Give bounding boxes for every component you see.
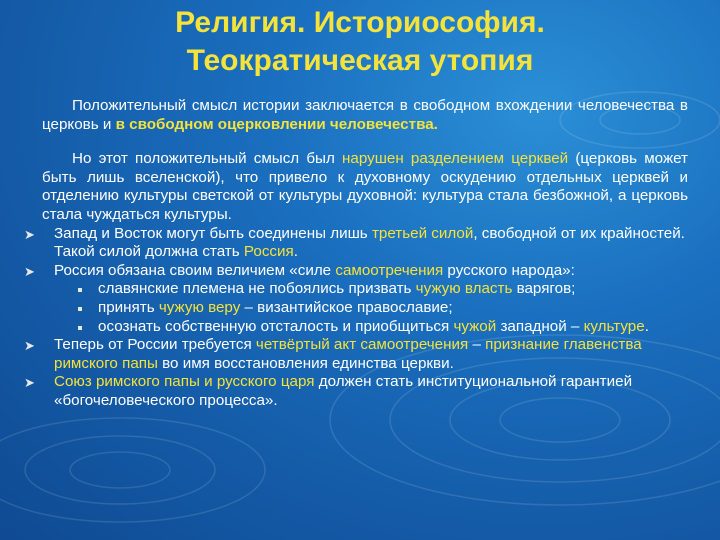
- paragraph-1: [42, 97, 688, 134]
- bullet-3-text-end: во имя восстановления единства церкви.: [157, 354, 454, 372]
- paragraph-2: [42, 150, 688, 224]
- sub-1-text: славянские племена не побоялись призвать: [98, 280, 416, 298]
- sub-3-text-end: .: [644, 317, 649, 335]
- bullet-1-text-end: .: [293, 243, 298, 261]
- title-line-2: Теократическая утопия: [186, 44, 534, 77]
- sub-3-text-mid: западной –: [496, 317, 584, 335]
- bullet-1-text: Запад и Восток могут быть соединены лишь: [54, 224, 372, 242]
- square-bullet-icon: [78, 326, 82, 330]
- bullet-3-highlight-2: признание главенства римского папы: [54, 336, 642, 372]
- bullet-2-text: Россия обязана своим величием «силе: [54, 261, 336, 279]
- bullet-2-highlight: самоотречения: [335, 261, 444, 279]
- bullet-item-2: [24, 261, 688, 336]
- bullet-4-text: должен стать институциональной гарантией «богочеловеческого процесса».: [54, 373, 633, 409]
- arrow-bullet-icon: ➤: [24, 338, 35, 354]
- sub-3-highlight-2: культуре: [583, 317, 645, 335]
- sub-3-highlight: чужой: [453, 317, 497, 335]
- bullet-1-highlight: третьей силой: [371, 224, 474, 242]
- square-bullet-icon: [78, 307, 82, 311]
- sub-bullet-item-3: [54, 318, 688, 337]
- sub-1-highlight: чужую власть: [415, 280, 513, 298]
- sub-bullet-list: [54, 280, 688, 336]
- square-bullet-icon: [78, 288, 82, 292]
- bullet-4-highlight: Союз римского папы и русского царя: [54, 373, 315, 391]
- bullet-item-1: [24, 224, 688, 262]
- slide-title: [0, 4, 720, 80]
- paragraph-2-text-end: (церковь может быть лишь вселенской), что привело к духовному оскудению отдельных церквей и отделению культуры светской от культуры духовной: культура стала безбожной, а церковь стала чуждаться культуры.: [42, 150, 689, 223]
- bullet-1-text-mid: , свободной от их крайностей. Такой силой должна стать: [54, 224, 685, 261]
- sub-bullet-item-2: [54, 299, 688, 318]
- slide-body: [24, 97, 689, 411]
- sub-1-text-end: варягов;: [512, 280, 576, 298]
- paragraph-2-text: Но этот положительный смысл был: [72, 150, 342, 168]
- bullet-3-text-mid: –: [468, 336, 486, 354]
- sub-bullet-item-1: [54, 280, 688, 299]
- paragraph-1-text: Положительный смысл истории заключается в свободном вхождении человечества в церковь и: [42, 97, 688, 133]
- bullet-3-highlight: четвёртый акт самоотречения: [255, 336, 469, 354]
- sub-2-highlight: чужую веру: [158, 298, 241, 316]
- paragraph-1-highlight: в свободном оцерковлении человечества.: [115, 115, 438, 133]
- bullet-item-3: [24, 336, 688, 373]
- arrow-bullet-icon: ➤: [24, 226, 35, 242]
- bullet-list: [24, 224, 688, 411]
- sub-2-text-end: – византийское православие;: [240, 298, 453, 316]
- bullet-item-4: [24, 373, 688, 410]
- sub-2-text: принять: [98, 298, 159, 316]
- title-line-1: Религия. Историософия.: [175, 6, 545, 39]
- arrow-bullet-icon: ➤: [24, 263, 35, 279]
- arrow-bullet-icon: ➤: [24, 375, 35, 391]
- bullet-2-text-end: русского народа»:: [443, 261, 575, 279]
- bullet-1-highlight-2: Россия: [243, 243, 294, 261]
- bullet-3-text: Теперь от России требуется: [54, 336, 256, 354]
- paragraph-2-highlight: нарушен разделением церквей: [341, 150, 569, 168]
- sub-3-text: осознать собственную отсталость и приобщиться: [98, 317, 454, 335]
